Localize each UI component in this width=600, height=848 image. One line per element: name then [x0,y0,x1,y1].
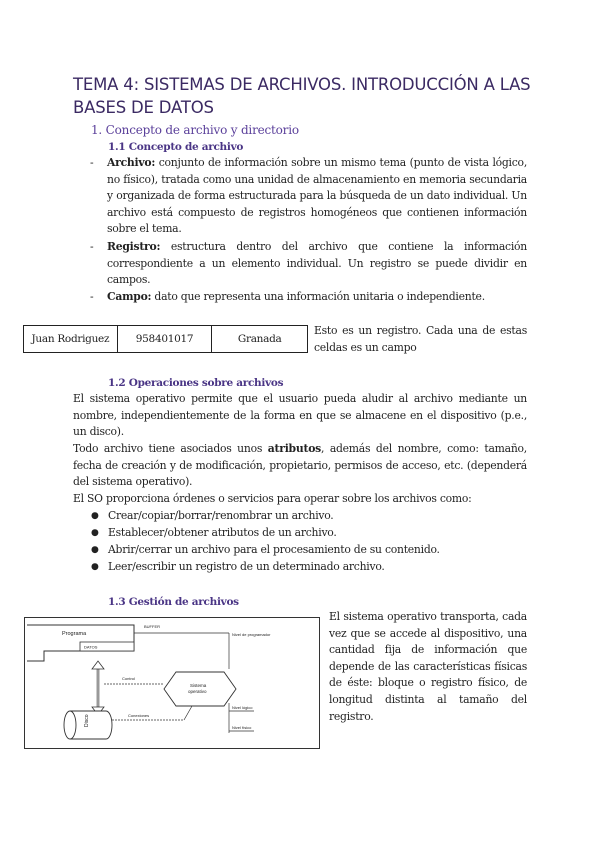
subsection-1-2-heading: 1.2 Operaciones sobre archivos [108,377,284,389]
paragraph-operaciones-1: El sistema operativo permite que el usuario pueda aludir al archivo mediante un nombre, independientemente de la forma en que se almacene en el dispositivo (p.e., un disco). [73,392,527,439]
document-title: TEMA 4: SISTEMAS DE ARCHIVOS. INTRODUCCIÓN A LAS BASES DE DATOS [73,75,531,117]
label-nivel-fisico: Nivel físico [232,725,252,730]
definition-archivo: - Archivo: conjunto de información sobre un mismo tema (punto de vista lógico, no físico), tratada como una unidad de almacenamiento en memoria secundaria y organizada de forma estructurada para la búsqueda de un dato individual. Un archivo está compuesto de registros homogéneos que contienen información sobre el tema. [90,156,527,236]
table-cell-phone: 958401017 [117,326,212,353]
section-1-heading: 1. Concepto de archivo y directorio [91,123,299,137]
label-buffer: BUFFER [144,624,160,629]
record-example-table [23,325,308,353]
label-control: Control [122,676,135,681]
definition-registro: - Registro: estructura dentro del archivo que contiene la información correspondiente a un elemento individual. Un registro se puede dividir en campos. [90,240,527,287]
subsection-1-1-heading: 1.1 Concepto de archivo [108,141,244,153]
disk-end [64,711,76,739]
term-campo: Campo: [107,290,152,303]
list-item: ● Abrir/cerrar un archivo para el procesamiento de su contenido. [91,543,440,556]
definition-campo-text: dato que representa una información unitaria o independiente. [151,290,485,303]
label-conexiones: Conexiones [128,713,150,718]
table-row [24,326,308,353]
label-nivel-programador: Nivel de programador [232,632,271,637]
table-cell-city: Granada [212,326,308,353]
subsection-1-3-heading: 1.3 Gestión de archivos [108,596,239,608]
table-cell-name: Juan Rodriguez [24,326,118,353]
record-table-note: Esto es un registro. Cada una de estas celdas es un campo [314,324,527,354]
definition-registro-text: estructura dentro del archivo que contiene la información correspondiente a un elemento individual. Un registro se puede dividir en campos. [107,240,527,287]
label-operativo: operativo [188,689,207,694]
label-disco: Disco [84,714,90,727]
term-archivo: Archivo: [107,156,156,169]
label-nivel-logico: Nivel lógico [232,705,253,710]
definition-campo: - Campo: dato que representa una información unitaria o independiente. [90,290,485,303]
list-item: ● Leer/escribir un registro de un determinado archivo. [91,560,385,573]
term-atributos: atributos [267,442,321,455]
paragraph-gestion: El sistema operativo transporta, cada vez que se accede al dispositivo, una cantidad fija de información que depende de las características físicas de éste: bloque o registro físico, de longitud distinta al tamaño del registro. [329,610,527,723]
term-registro: Registro: [107,240,161,253]
list-item: ● Crear/copiar/borrar/renombrar un archivo. [91,509,334,522]
paragraph-atributos: Todo archivo tiene asociados unos atributos, además del nombre, como: tamaño, fecha de creación y de modificación, propietario, permisos de acceso, etc. (dependerá del sistema operativo). [73,442,527,489]
label-programa: Programa [62,631,87,637]
label-sistema: Sistema [190,683,207,688]
paragraph-ordenes: El SO proporciona órdenes o servicios para operar sobre los archivos como: [73,492,472,505]
definition-archivo-text: conjunto de información sobre un mismo tema (punto de vista lógico, no físico), tratada como una unidad de almacenamiento en memoria secundaria y organizada de forma estructurada para la búsqueda de un dato individual. Un archivo está compuesto de registros homogéneos que contienen información sobre el tema. [107,156,527,236]
file-management-diagram [24,617,320,749]
list-item: ● Establecer/obtener atributos de un archivo. [91,526,337,539]
label-datos: DATOS [84,644,98,650]
